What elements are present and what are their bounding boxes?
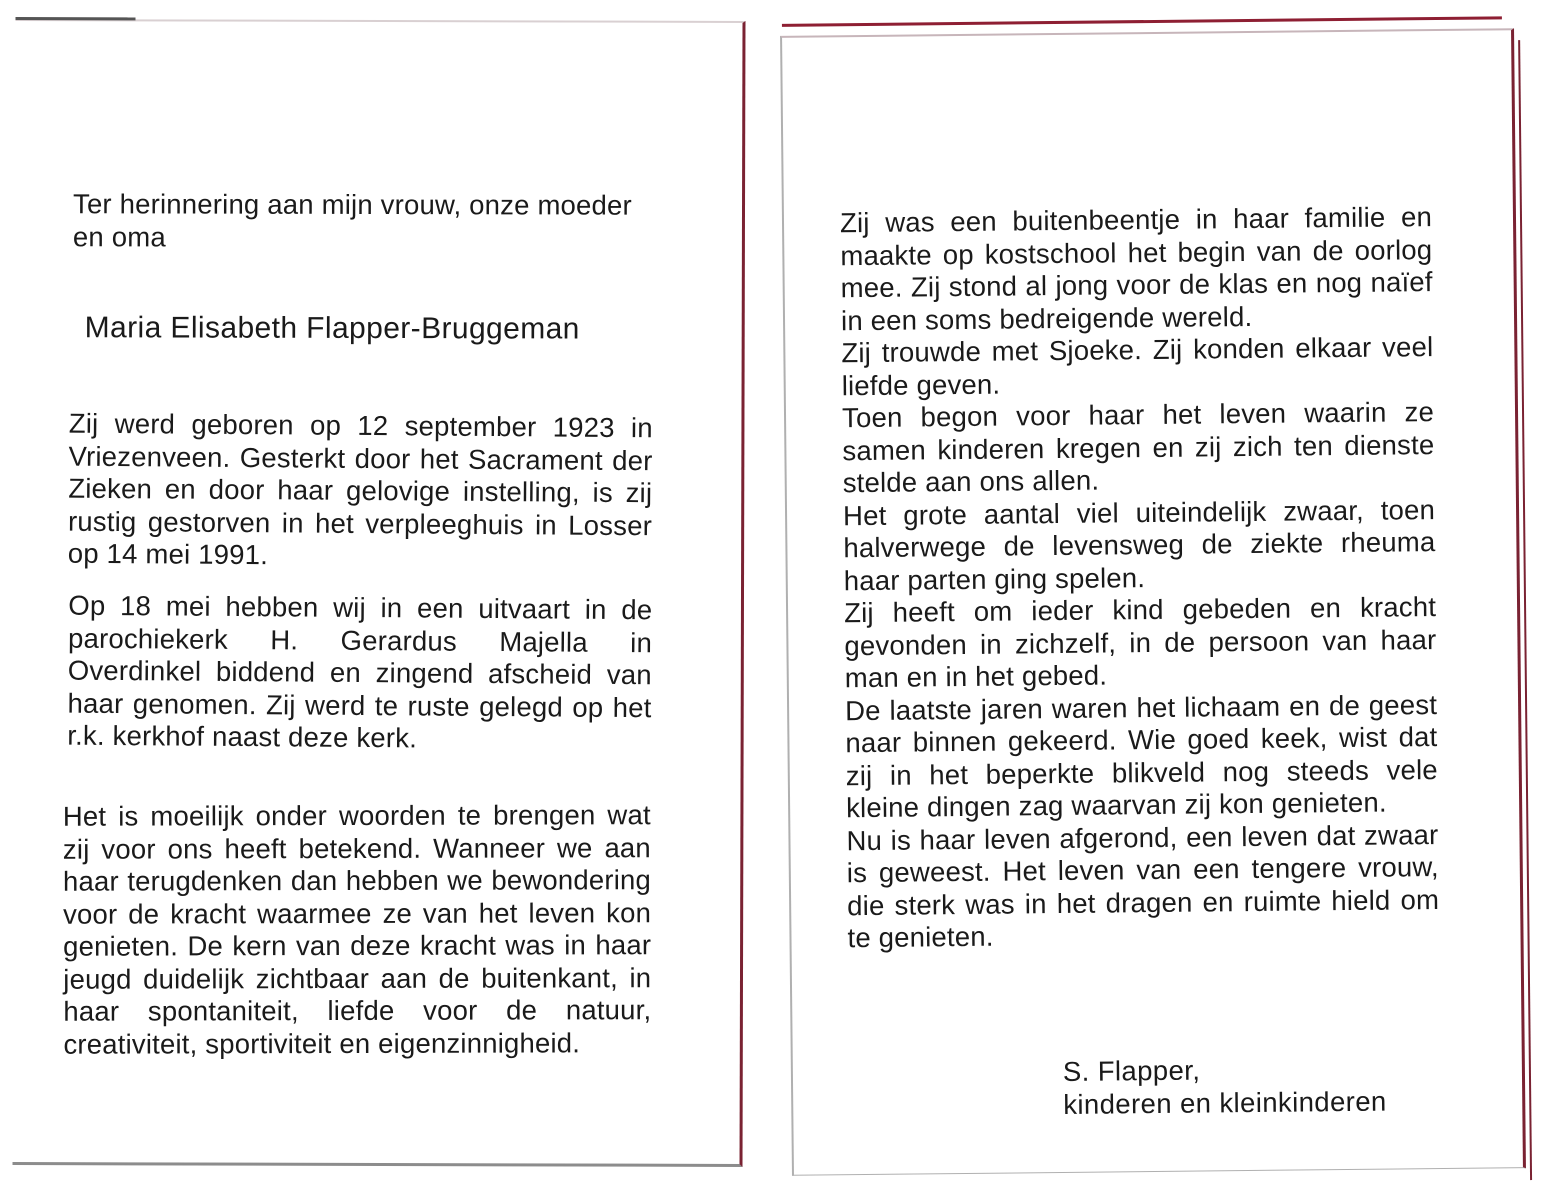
life-paragraph: De laatste jaren waren het lichaam en de geest naar binnen gekeerd. Wie goed keek, wist dat zij in het beperkte blikveld nog steeds vele kleine dingen zag waarvan zij kon genieten. (844, 688, 1438, 824)
life-paragraph: Zij heeft om ieder kind gebeden en kracht gevonden in zichzelf, in de persoon van haar man en in het gebed. (843, 591, 1437, 694)
life-paragraph: Toen begon voor haar het leven waarin ze samen kinderen kregen en zij zich ten dienste stelde aan ons allen. (841, 396, 1435, 499)
remembrance-paragraph: Het is moeilijk onder woorden te brengen wat zij voor ons heeft betekend. Wanneer we aan haar terugdenken dan hebben we bewondering voor de kracht waarmee ze van het leven kon genieten. De kern van deze kracht was in haar jeugd duidelijk zichtbaar aan de buitenkant, in haar spontaniteit, liefde voor de natuur, creativiteit, sportiviteit en eigenzinnigheid. (62, 799, 652, 1060)
memorial-intro: Ter herinnering aan mijn vrouw, onze moeder en oma (72, 188, 632, 253)
deceased-name: Maria Elisabeth Flapper-Bruggeman (84, 311, 580, 346)
signature-block (1063, 1052, 1387, 1121)
signature-family: kinderen en kleinkinderen (1063, 1085, 1387, 1120)
life-paragraph: Nu is haar leven afgerond, een leven dat zwaar is geweest. Het leven van een tengere vrouw, die sterk was in het dragen en ruimte hield om te genieten. (846, 818, 1440, 954)
life-paragraph: Zij trouwde met Sjoeke. Zij konden elkaar veel liefde geven. (841, 331, 1434, 401)
signature-name: S. Flapper, (1062, 1054, 1201, 1087)
life-paragraph: Het grote aantal viel uiteindelijk zwaar, toen halverwege de levensweg de ziekte rheuma haar parten ging spelen. (842, 493, 1436, 596)
birth-death-paragraph: Zij werd geboren op 12 september 1923 in Vriezenveen. Gesterkt door het Sacrament der Zieken en door haar gelovige instelling, is zij rustig gestorven in het verpleeghuis in Losser op 14 mei 1991. (67, 407, 653, 571)
life-story (840, 201, 1440, 955)
right-card-page (780, 28, 1526, 1176)
funeral-paragraph: Op 18 mei hebben wij in een uitvaart in de parochiekerk H. Gerardus Majella in Overdinkel biddend en zingend afscheid van haar genomen. Zij werd te ruste gelegd op het r.k. kerkhof naast deze kerk. (67, 589, 653, 754)
left-card-page (13, 19, 746, 1167)
life-paragraph: Zij was een buitenbeentje in haar familie en maakte op kostschool het begin van de oorlog mee. Zij stond al jong voor de klas en nog naïef in een soms bedreigende wereld. (839, 201, 1433, 336)
